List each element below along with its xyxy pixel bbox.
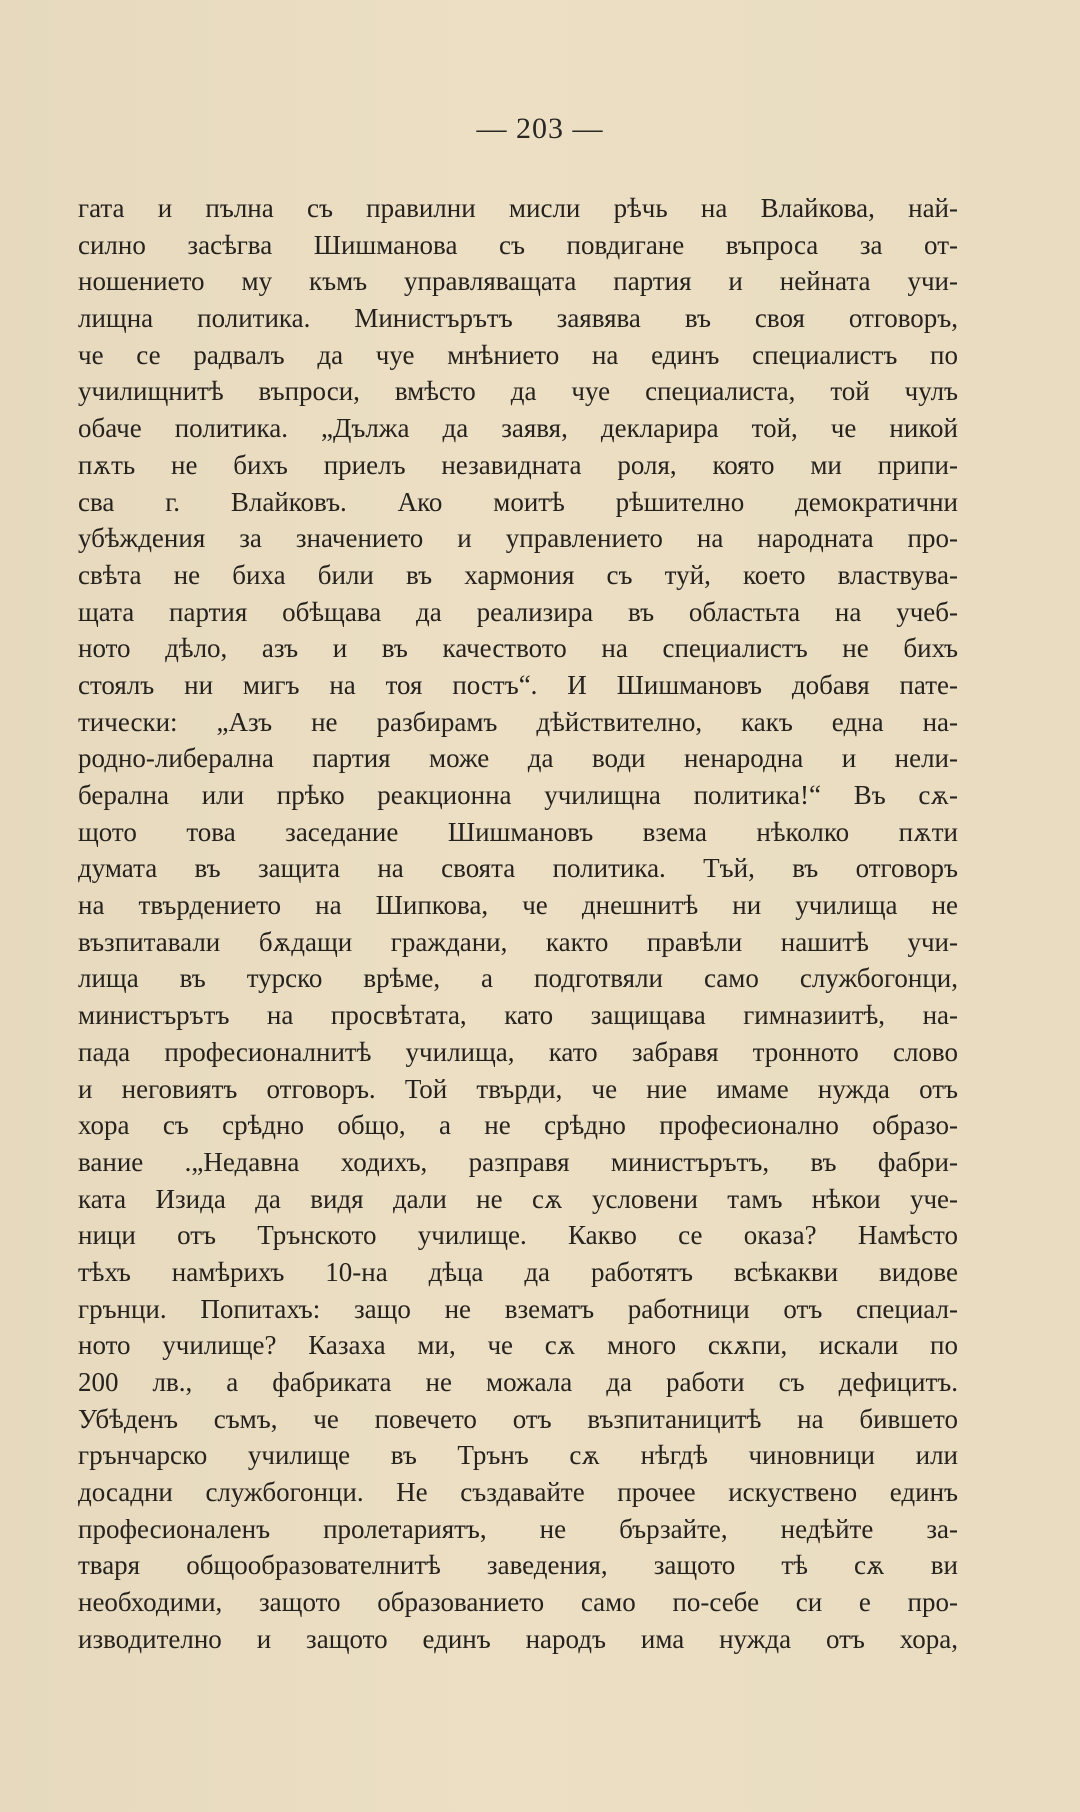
page-number: — 203 — (476, 112, 604, 145)
text-line: убѣждения за значението и управлението на народната про- (78, 523, 958, 554)
text-line: думата въ защита на своята политика. Тъй, въ отговоръ (78, 853, 958, 884)
text-line: ното училище? Казаха ми, че сѫ много скѫпи, искали по (78, 1330, 958, 1361)
text-line: ното дѣло, азъ и въ качеството на специалистъ не бихъ (78, 633, 958, 664)
text-line: тѣхъ намѣрихъ 10-на дѣца да работятъ всѣкакви видове (78, 1256, 958, 1287)
text-line: щата партия обѣщава да реализира въ областьта на учеб- (78, 596, 958, 627)
text-line: министърътъ на просвѣтата, като защищава гимназиитѣ, на- (78, 1000, 958, 1031)
text-line: тваря общообразователнитѣ заведения, защото тѣ сѫ ви (78, 1550, 958, 1581)
text-line: и неговиятъ отговоръ. Той твърди, че ние имаме нужда отъ (78, 1073, 958, 1104)
text-line: училищнитѣ въпроси, вмѣсто да чуе специалиста, той чулъ (78, 376, 958, 407)
text-line: лищна политика. Министърътъ заявява въ своя отговоръ, (78, 303, 958, 334)
text-line: досадни службогонци. Не създавайте прочее искуствено единъ (78, 1477, 958, 1508)
text-line: възпитавали бѫдащи граждани, както правѣли нашитѣ учи- (78, 926, 958, 957)
text-line: стоялъ ни мигъ на тоя постъ“. И Шишмановъ добавя пате- (78, 669, 958, 700)
text-line: пѫть не бихъ приелъ незавидната роля, която ми припи- (78, 449, 958, 480)
text-line: че се радвалъ да чуе мнѣнието на единъ специалистъ по (78, 339, 958, 370)
text-line: гата и пълна съ правилни мисли рѣчь на Влайкова, най- (78, 193, 958, 223)
text-line: щото това заседание Шишмановъ взема нѣколко пѫти (78, 816, 958, 847)
text-line: родно-либерална партия може да води ненародна и нели- (78, 743, 958, 774)
text-line: обаче политика. „Дължа да заявя, декларира той, че никой (78, 413, 958, 444)
text-line: 200 лв., а фабриката не можала да работи съ дефицитъ. (78, 1367, 958, 1397)
text-line: тически: „Азъ не разбирамъ дѣйствително, какъ една на- (78, 706, 958, 737)
body-text (78, 190, 958, 1658)
text-line: сва г. Влайковъ. Ако моитѣ рѣшително демократични (78, 486, 958, 517)
text-line: вание .„Недавна ходихъ, разправя министърътъ, въ фабри- (78, 1146, 958, 1177)
text-line: изводително и защото единъ народъ има нужда отъ хора, (78, 1623, 958, 1654)
text-line: на твърдението на Шипкова, че днешнитѣ ни училища не (78, 890, 958, 921)
text-line: свѣта не биха били въ хармония съ туй, което властвува- (78, 559, 958, 590)
text-line: Убѣденъ съмъ, че повечето отъ възпитаницитѣ на бившето (78, 1403, 958, 1434)
text-line: силно засѣгва Шишманова съ повдигане въпроса за от- (78, 229, 958, 260)
text-line: професионаленъ пролетариятъ, не бързайте, недѣйте за- (78, 1513, 958, 1544)
text-line: грънчарско училище въ Трънъ сѫ нѣгдѣ чиновници или (78, 1440, 958, 1471)
text-line: берална или прѣко реакционна училищна политика!“ Въ сѫ- (78, 780, 958, 810)
text-line: необходими, защото образованието само по-себе си е про- (78, 1587, 958, 1618)
text-line: лища въ турско врѣме, а подготвяли само службогонци, (78, 963, 958, 994)
text-line: ката Изида да видя дали не сѫ условени тамъ нѣкои уче- (78, 1183, 958, 1214)
text-line: хора съ срѣдно общо, а не срѣдно професионално образо- (78, 1110, 958, 1141)
text-line: грънци. Попитахъ: защо не взематъ работници отъ специал- (78, 1293, 958, 1324)
text-line: пада професионалнитѣ училища, като забравя тронното слово (78, 1036, 958, 1067)
text-line: ници отъ Трънското училище. Какво се оказа? Намѣсто (78, 1220, 958, 1251)
text-line: ношението му къмъ управляващата партия и нейната учи- (78, 266, 958, 297)
